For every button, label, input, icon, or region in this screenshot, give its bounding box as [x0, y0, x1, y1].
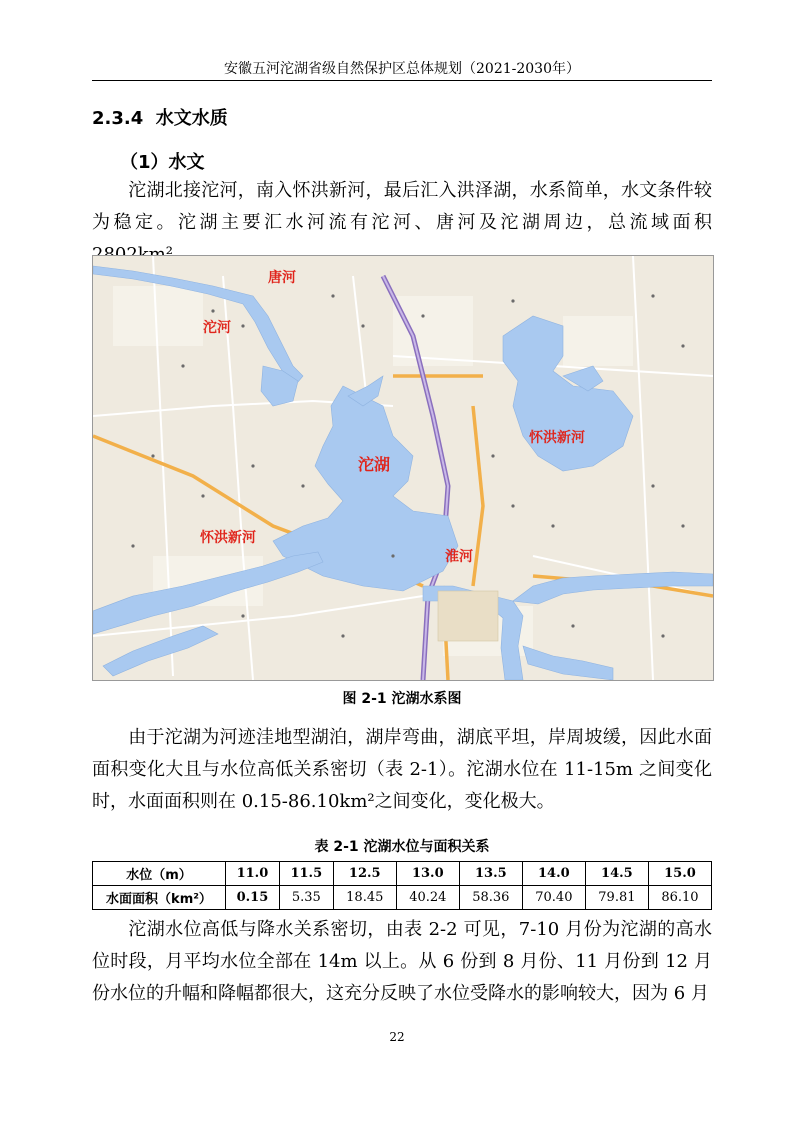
subsection-heading: （1）水文: [120, 152, 205, 173]
table-cell: 15.0: [648, 862, 711, 886]
table-cell: 18.45: [333, 886, 396, 910]
table-cell: 13.0: [396, 862, 459, 886]
level-area-table: [92, 861, 712, 910]
table-cell: 70.40: [522, 886, 585, 910]
section-number: 2.3.4: [92, 108, 144, 129]
label-huaihong-west: 怀洪新河: [200, 530, 256, 546]
paragraph-area-change: [92, 722, 712, 818]
table-cell: 13.5: [459, 862, 522, 886]
section-title: 水文水质: [155, 108, 228, 129]
table-cell: 86.10: [648, 886, 711, 910]
paragraph-intro-text: 沱湖北接沱河，南入怀洪新河，最后汇入洪泽湖，水系简单，水文条件较为稳定。沱湖主要汇水河流有沱河、唐河及沱湖周边，总流域面积: [92, 180, 712, 233]
table-cell: 14.5: [585, 862, 648, 886]
table-cell: 58.36: [459, 886, 522, 910]
label-tuohu: 沱湖: [358, 455, 391, 474]
label-tanghe: 唐河: [268, 270, 296, 286]
table-row: [93, 886, 712, 910]
row-label-water-level: 水位（m）: [93, 862, 226, 886]
table-cell: 0.15: [226, 886, 280, 910]
label-huaihong-east: 怀洪新河: [529, 430, 585, 446]
page-number: 22: [389, 1030, 405, 1044]
table-caption: 表 2-1 沱湖水位与面积关系: [314, 839, 490, 855]
table-cell: 5.35: [279, 886, 333, 910]
section-heading: [92, 104, 228, 130]
label-huaihe: 淮河: [445, 549, 473, 565]
table-cell: 14.0: [522, 862, 585, 886]
paragraph-precipitation: [92, 914, 712, 1010]
running-header: 安徽五河沱湖省级自然保护区总体规划（2021-2030年）: [224, 61, 580, 77]
table-cell: 11.0: [226, 862, 280, 886]
figure-caption: 图 2-1 沱湖水系图: [342, 691, 462, 707]
water-system-map: [92, 255, 714, 681]
label-tuohe: 沱河: [203, 320, 231, 336]
table-cell: 11.5: [279, 862, 333, 886]
table-cell: 40.24: [396, 886, 459, 910]
paragraph-precipitation-text: 沱湖水位高低与降水关系密切，由表 2-2 可见，7-10 月份为沱湖的高水位时段，月平均水位全部在 14m 以上。从 6 份到 8 月份、11 月份到 12 月份水位的升幅和降幅都很大，这充分反映了水位受降水的影响较大，因为 6 月: [92, 919, 712, 1004]
row-label-water-area: 水面面积（km²）: [93, 886, 226, 910]
header-rule: [92, 80, 712, 81]
table-row: [93, 862, 712, 886]
table-cell: 12.5: [333, 862, 396, 886]
table-cell: 79.81: [585, 886, 648, 910]
paragraph-area-change-text: 由于沱湖为河迹洼地型湖泊，湖岸弯曲，湖底平坦，岸周坡缓，因此水面面积变化大且与水位高低关系密切（表 2-1）。沱湖水位在 11-15m 之间变化时，水面面积则在 0.15-86.10km²之间变化，变化极大。: [92, 727, 712, 812]
